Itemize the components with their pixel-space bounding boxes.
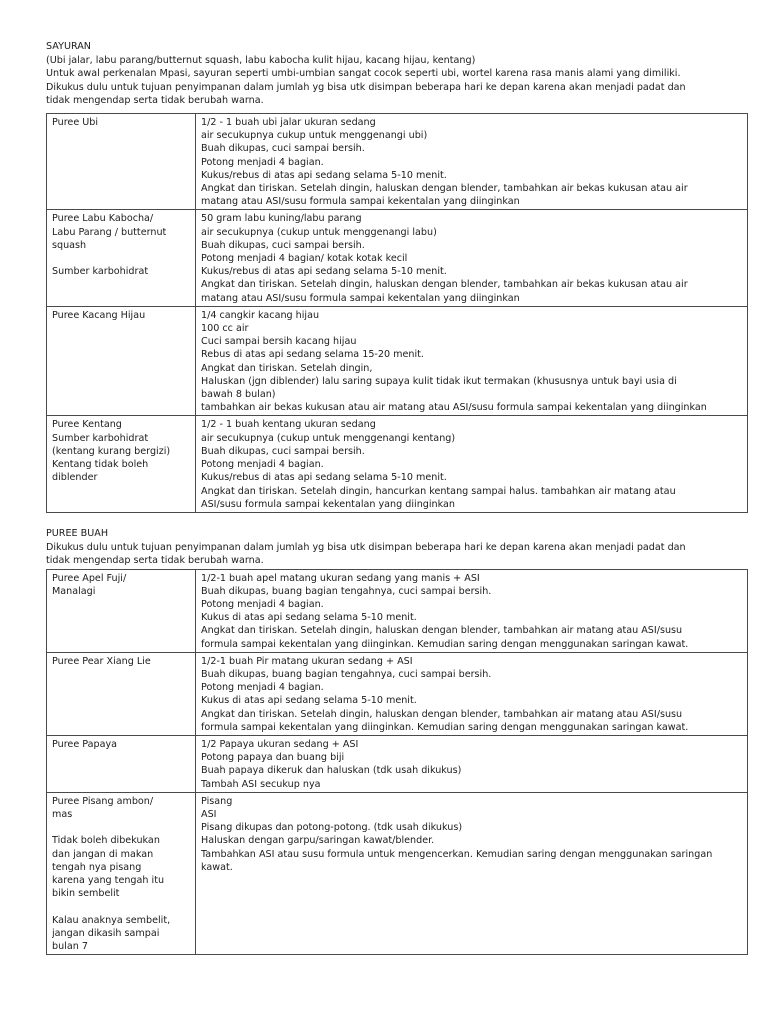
recipe-step-line: Tambahkan ASI atau susu formula untuk mengencerkan. Kemudian saring dengan menggunakan saringan <box>201 848 713 860</box>
recipe-name-line: Sumber karbohidrat <box>52 266 149 278</box>
recipe-step-line: Kukus/rebus di atas api sedang selama 5-10 menit. <box>201 169 447 181</box>
recipe-name-line: Puree Papaya <box>52 738 118 750</box>
recipe-step-line: bawah 8 bulan) <box>201 389 276 401</box>
recipe-name-cell <box>47 114 196 210</box>
intro-line: Dikukus dulu untuk tujuan penyimpanan dalam jumlah yg bisa utk disimpan beberapa hari ke depan karena akan menjadi padat dan <box>46 542 686 554</box>
recipe-step-line: formula sampai kekentalan yang diinginkan. Kemudian saring dengan menggunakan saringan kawat. <box>201 638 689 650</box>
recipe-step-line: Pisang dikupas dan potong-potong. (tdk usah dikukus) <box>201 822 463 834</box>
recipe-name-cell <box>47 569 196 652</box>
recipe-step-line: Kukus/rebus di atas api sedang selama 5-10 menit. <box>201 266 447 278</box>
recipe-name-line: Puree Kacang Hijau <box>52 309 146 321</box>
section-heading-sayuran: SAYURAN <box>46 41 91 52</box>
recipe-name-line <box>52 821 191 834</box>
recipe-step-line: Angkat dan tiriskan. Setelah dingin, haluskan dengan blender, tambahkan air matang atau ASI/susu <box>201 625 683 637</box>
recipe-name-line <box>52 900 191 913</box>
recipe-step-line: Buah dikupas, cuci sampai bersih. <box>201 445 365 457</box>
recipe-step-line: 1/2-1 buah Pir matang ukuran sedang + ASI <box>201 655 413 667</box>
document-page <box>46 40 722 955</box>
table-row <box>47 735 748 792</box>
recipe-step-line: Potong menjadi 4 bagian. <box>201 156 324 168</box>
recipe-step-line: Angkat dan tiriskan. Setelah dingin, <box>201 362 373 374</box>
table-row <box>47 792 748 954</box>
section-heading-buah: PUREE BUAH <box>46 527 109 539</box>
recipe-step-line: 100 cc air <box>201 323 249 335</box>
recipe-name-line: bikin sembelit <box>52 888 120 900</box>
recipe-name-line: diblender <box>52 472 98 484</box>
recipe-step-line: air secukupnya (cukup untuk menggenangi kentang) <box>201 432 456 444</box>
recipe-step-line: Buah dikupas, cuci sampai bersih. <box>201 239 365 251</box>
recipe-name-line: bulan 7 <box>52 940 88 952</box>
table-row <box>47 114 748 210</box>
recipe-name-cell <box>47 792 196 954</box>
recipe-step-line: 50 gram labu kuning/labu parang <box>201 213 362 225</box>
recipe-name-line: Sumber karbohidrat <box>52 432 149 444</box>
recipe-step-line: Rebus di atas api sedang selama 15-20 menit. <box>201 349 424 361</box>
recipe-step-line: Buah dikupas, buang bagian tengahnya, cuci sampai bersih. <box>201 668 492 680</box>
recipe-steps-cell <box>196 306 748 416</box>
recipe-steps-cell <box>196 792 748 954</box>
table-row <box>47 210 748 306</box>
recipe-step-line: air secukupnya (cukup untuk menggenangi labu) <box>201 226 437 238</box>
recipe-name-cell <box>47 306 196 416</box>
recipe-step-line: Buah dikupas, cuci sampai bersih. <box>201 143 365 155</box>
recipe-step-line: 1/2 - 1 buah ubi jalar ukuran sedang <box>201 117 376 129</box>
recipe-name-line: mas <box>52 808 73 820</box>
recipe-name-line: Puree Labu Kabocha/ <box>52 213 154 225</box>
intro-line: tidak mengendap serta tidak berubah warna. <box>46 555 264 567</box>
table-row <box>47 652 748 735</box>
recipe-step-line: Angkat dan tiriskan. Setelah dingin, hancurkan kentang sampai halus. tambahkan air matang atau <box>201 485 676 497</box>
recipe-steps-cell <box>196 416 748 512</box>
recipe-step-line: matang atau ASI/susu formula sampai kekentalan yang diinginkan <box>201 196 520 208</box>
recipe-step-line: tambahkan air bekas kukusan atau air matang atau ASI/susu formula sampai kekentalan yang diinginkan <box>201 402 707 414</box>
recipe-name-line: Kalau anaknya sembelit, <box>52 914 171 926</box>
recipe-name-cell <box>47 735 196 792</box>
recipe-name-line: Puree Pisang ambon/ <box>52 795 154 807</box>
recipe-step-line: Potong menjadi 4 bagian. <box>201 598 324 610</box>
recipe-steps-cell <box>196 114 748 210</box>
intro-line: Untuk awal perkenalan Mpasi, sayuran seperti umbi-umbian sangat cocok seperti ubi, wortel karena rasa manis alami yang dimiliki. <box>46 68 681 80</box>
recipe-name-cell <box>47 652 196 735</box>
recipe-step-line: 1/2 Papaya ukuran sedang + ASI <box>201 738 359 750</box>
recipe-step-line: ASI <box>201 808 217 820</box>
recipe-name-line: Labu Parang / butternut <box>52 226 167 238</box>
recipe-step-line: air secukupnya cukup untuk menggenangi ubi) <box>201 130 428 142</box>
recipe-step-line: Angkat dan tiriskan. Setelah dingin, haluskan dengan blender, tambahkan air bekas kukusan atau air <box>201 183 688 195</box>
recipe-step-line: Angkat dan tiriskan. Setelah dingin, haluskan dengan blender, tambahkan air bekas kukusan atau air <box>201 279 688 291</box>
recipe-step-line: Cuci sampai bersih kacang hijau <box>201 336 357 348</box>
recipe-step-line: Pisang <box>201 795 233 807</box>
table-row <box>47 416 748 512</box>
recipe-name-line <box>52 252 191 265</box>
intro-line: (Ubi jalar, labu parang/butternut squash, labu kabocha kulit hijau, kacang hijau, kentang) <box>46 55 476 67</box>
recipe-name-line: Puree Apel Fuji/ <box>52 572 127 584</box>
recipe-name-line: Puree Kentang <box>52 419 122 431</box>
recipe-step-line: Kukus di atas api sedang selama 5-10 menit. <box>201 612 417 624</box>
recipe-name-line: tengah nya pisang <box>52 861 142 873</box>
recipe-name-line: Kentang tidak boleh <box>52 459 149 471</box>
recipe-step-line: kawat. <box>201 861 233 873</box>
recipe-step-line: 1/2 - 1 buah kentang ukuran sedang <box>201 419 376 431</box>
recipe-step-line: Potong menjadi 4 bagian/ kotak kotak kecil <box>201 253 408 265</box>
table-row <box>47 569 748 652</box>
recipe-step-line: Potong papaya dan buang biji <box>201 752 345 764</box>
recipe-step-line: 1/2-1 buah apel matang ukuran sedang yang manis + ASI <box>201 572 480 584</box>
recipe-name-line: Puree Ubi <box>52 117 99 129</box>
recipe-steps-cell <box>196 210 748 306</box>
recipe-name-line: Puree Pear Xiang Lie <box>52 655 151 667</box>
recipe-name-line: Manalagi <box>52 585 96 597</box>
recipe-step-line: Haluskan dengan garpu/saringan kawat/blender. <box>201 835 435 847</box>
buah-intro <box>46 541 722 567</box>
recipe-step-line: Potong menjadi 4 bagian. <box>201 682 324 694</box>
recipe-step-line: Kukus di atas api sedang selama 5-10 menit. <box>201 695 417 707</box>
recipe-step-line: ASI/susu formula sampai kekentalan yang diinginkan <box>201 498 455 510</box>
recipe-step-line: 1/4 cangkir kacang hijau <box>201 309 320 321</box>
recipe-name-line: squash <box>52 239 87 251</box>
recipe-name-line: dan jangan di makan <box>52 848 154 860</box>
recipe-name-line: (kentang kurang bergizi) <box>52 445 171 457</box>
recipe-step-line: Buah dikupas, buang bagian tengahnya, cuci sampai bersih. <box>201 585 492 597</box>
sayuran-table <box>46 113 748 513</box>
recipe-step-line: Tambah ASI secukup nya <box>201 778 321 790</box>
intro-line: Dikukus dulu untuk tujuan penyimpanan dalam jumlah yg bisa utk disimpan beberapa hari ke depan karena akan menjadi padat dan <box>46 81 686 93</box>
recipe-steps-cell <box>196 652 748 735</box>
recipe-step-line: Kukus/rebus di atas api sedang selama 5-10 menit. <box>201 472 447 484</box>
sayuran-intro <box>46 54 722 107</box>
buah-table <box>46 569 748 956</box>
recipe-step-line: Potong menjadi 4 bagian. <box>201 459 324 471</box>
recipe-step-line: Buah papaya dikeruk dan haluskan (tdk usah dikukus) <box>201 765 462 777</box>
recipe-step-line: Haluskan (jgn diblender) lalu saring supaya kulit tidak ikut termakan (khususnya untuk bayi usia di <box>201 375 677 387</box>
recipe-name-line: karena yang tengah itu <box>52 874 165 886</box>
recipe-name-cell <box>47 210 196 306</box>
intro-line: tidak mengendap serta tidak berubah warna. <box>46 94 264 106</box>
recipe-steps-cell <box>196 569 748 652</box>
recipe-name-cell <box>47 416 196 512</box>
recipe-steps-cell <box>196 735 748 792</box>
recipe-step-line: matang atau ASI/susu formula sampai kekentalan yang diinginkan <box>201 292 520 304</box>
table-row <box>47 306 748 416</box>
recipe-name-line: jangan dikasih sampai <box>52 927 160 939</box>
recipe-step-line: formula sampai kekentalan yang diinginkan. Kemudian saring dengan menggunakan saringan kawat. <box>201 721 689 733</box>
recipe-step-line: Angkat dan tiriskan. Setelah dingin, haluskan dengan blender, tambahkan air matang atau ASI/susu <box>201 708 683 720</box>
recipe-name-line: Tidak boleh dibekukan <box>52 835 160 847</box>
